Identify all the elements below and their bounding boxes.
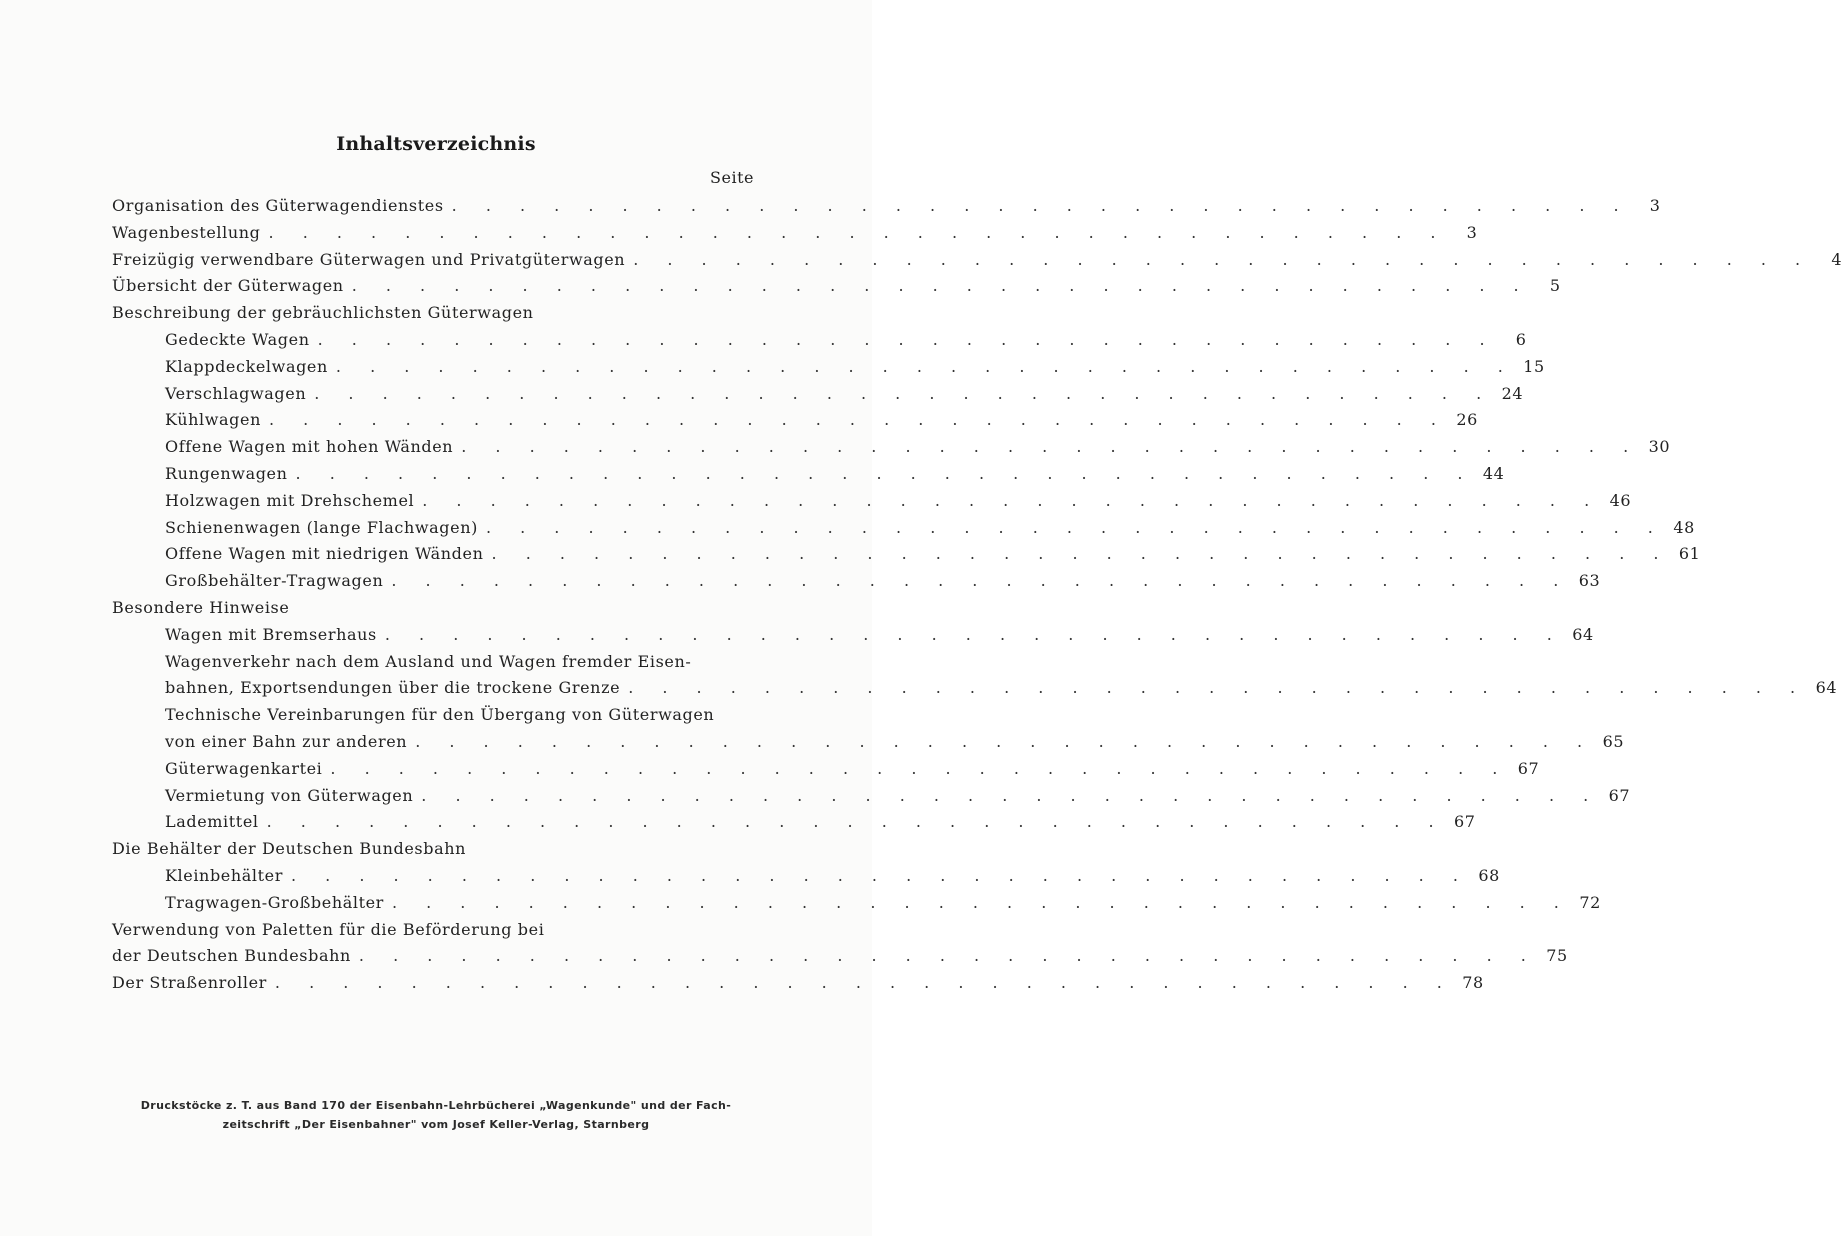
- toc-entry-page: 68: [1478, 865, 1500, 885]
- dot-leader: . . . . . . . . . . . . . . . . . . . . . . . . . . . . . . . . . . .: [628, 678, 1808, 698]
- toc-entry-label: Organisation des Güterwagendienstes: [112, 196, 444, 215]
- toc-subentry: [112, 354, 1545, 381]
- toc-entry-label: Rungenwagen: [165, 463, 288, 483]
- dot-leader: . . . . . . . . . . . . . . . . . . . . . . . . . . . . . . . . . . .: [274, 973, 1454, 993]
- toc-subentry: [112, 729, 1625, 756]
- toc-entry-label: Klappdeckelwagen: [165, 356, 328, 376]
- dot-leader: . . . . . . . . . . . . . . . . . . . . . . . . . . . . . . . . . . .: [384, 624, 1564, 644]
- toc-entry-label: Offene Wagen mit niedrigen Wänden: [165, 544, 484, 564]
- dot-leader: . . . . . . . . . . . . . . . . . . . . . . . . . . . . . . . . . . .: [314, 383, 1494, 403]
- page-column-header: Seite: [710, 168, 754, 187]
- table-of-contents: [112, 193, 1842, 997]
- toc-entry-page: 63: [1578, 571, 1601, 591]
- toc-entry-label: Kühlwagen: [165, 410, 261, 430]
- dot-leader: . . . . . . . . . . . . . . . . . . . . . . . . . . . . . . . . . . .: [268, 222, 1448, 242]
- toc-entry-page: 64: [1572, 624, 1594, 644]
- toc-entry-page: 3: [1466, 222, 1478, 242]
- toc-subentry: [112, 675, 1838, 702]
- toc-entry-page: 72: [1579, 892, 1601, 912]
- dot-leader: . . . . . . . . . . . . . . . . . . . . . . . . . . . . . . . . . . .: [461, 437, 1641, 457]
- footer-line: Druckstöcke z. T. aus Band 170 der Eisenbahn-Lehrbücherei „Wagenkunde" und der Fach-: [140, 1099, 732, 1112]
- toc-entry-page: 64: [1815, 678, 1838, 698]
- toc-entry-label: Wagen mit Bremserhaus: [165, 624, 377, 644]
- toc-subentry: [112, 541, 1701, 568]
- toc-subentry: [112, 622, 1594, 649]
- dot-leader: . . . . . . . . . . . . . . . . . . . . . . . . . . . . . . . . . . .: [266, 812, 1446, 832]
- toc-entry-page: 15: [1523, 356, 1545, 376]
- toc-entry-page: 67: [1608, 785, 1631, 805]
- toc-entry: [112, 970, 1484, 997]
- toc-entry-page: 46: [1609, 490, 1632, 510]
- toc-entry-label: von einer Bahn zur anderen: [165, 731, 408, 751]
- toc-entry-label: Lademittel: [165, 812, 259, 832]
- toc-entry-label: Gedeckte Wagen: [165, 329, 310, 349]
- toc-subentry: [112, 381, 1524, 408]
- dot-leader: . . . . . . . . . . . . . . . . . . . . . . . . . . . . . . . . . . .: [391, 571, 1571, 591]
- toc-entry-label: der Deutschen Bundesbahn: [112, 946, 351, 966]
- toc-entry: [112, 220, 1478, 247]
- toc-entry-label: Freizügig verwendbare Güterwagen und Privatgüterwagen: [112, 249, 626, 269]
- toc-section-heading: Die Behälter der Deutschen Bundesbahn: [112, 839, 467, 859]
- toc-entry-page: 67: [1453, 812, 1476, 832]
- toc-entry-page: 30: [1648, 437, 1671, 457]
- toc-entry-label: Offene Wagen mit hohen Wänden: [165, 437, 454, 457]
- toc-entry-page: 3: [1649, 196, 1661, 215]
- toc-entry-page: 5: [1549, 276, 1561, 296]
- toc-subentry: [112, 783, 1631, 810]
- dot-leader: . . . . . . . . . . . . . . . . . . . . . . . . . . . . . . . . . . .: [335, 356, 1515, 376]
- toc-subentry: [112, 515, 1695, 542]
- toc-subentry: [112, 488, 1632, 515]
- toc-subentry: [112, 407, 1478, 434]
- toc-subentry-line: Technische Vereinbarungen für den Übergang von Güterwagen: [165, 705, 715, 725]
- toc-entry-label: Kleinbehälter: [165, 865, 283, 885]
- toc-entry: [112, 247, 1842, 274]
- toc-entry-page: 6: [1515, 329, 1527, 349]
- toc-subentry: [112, 890, 1601, 917]
- toc-entry: [112, 943, 1568, 970]
- toc-section-heading: Beschreibung der gebräuchlichsten Güterwagen: [112, 303, 534, 323]
- toc-subentry: [112, 756, 1540, 783]
- toc-entry-label: Der Straßenroller: [112, 973, 267, 993]
- toc-entry-label: Wagenbestellung: [112, 222, 261, 242]
- toc-entry-label: Vermietung von Güterwagen: [165, 785, 414, 805]
- toc-entry-page: 4: [1831, 249, 1842, 269]
- toc-entry-label: Schienenwagen (lange Flachwagen): [165, 517, 478, 537]
- dot-leader: . . . . . . . . . . . . . . . . . . . . . . . . . . . . . . . . . . .: [290, 865, 1470, 885]
- toc-subentry-line: Wagenverkehr nach dem Ausland und Wagen fremder Eisen-: [165, 651, 692, 671]
- dot-leader: . . . . . . . . . . . . . . . . . . . . . . . . . . . . . . . . . . .: [351, 276, 1531, 296]
- dot-leader: . . . . . . . . . . . . . . . . . . . . . . . . . . . . . . . . . . .: [330, 758, 1510, 778]
- toc-section-heading: Besondere Hinweise: [112, 597, 290, 617]
- toc-entry-page: 75: [1546, 946, 1568, 966]
- toc-subentry: [112, 863, 1500, 890]
- toc-entry: [112, 193, 1661, 220]
- dot-leader: . . . . . . . . . . . . . . . . . . . . . . . . . . . . . . . . . . .: [422, 490, 1602, 510]
- dot-leader: . . . . . . . . . . . . . . . . . . . . . . . . . . . . . . . . . . .: [268, 410, 1448, 430]
- dot-leader: . . . . . . . . . . . . . . . . . . . . . . . . . . . . . . . . . . .: [358, 946, 1538, 966]
- toc-entry-page: 24: [1501, 383, 1524, 403]
- footer-line: zeitschrift „Der Eisenbahner" vom Josef Keller-Verlag, Starnberg: [222, 1118, 650, 1131]
- toc-entry-label: Verschlagwagen: [165, 383, 307, 403]
- dot-leader: . . . . . . . . . . . . . . . . . . . . . . . . . . . . . . . . . . .: [451, 196, 1631, 215]
- dot-leader: . . . . . . . . . . . . . . . . . . . . . . . . . . . . . . . . . . .: [485, 517, 1665, 537]
- page-title: Inhaltsverzeichnis: [336, 133, 536, 155]
- toc-subentry: [112, 327, 1527, 354]
- toc-entry-line: Verwendung von Paletten für die Beförderung bei: [112, 919, 545, 939]
- dot-leader: . . . . . . . . . . . . . . . . . . . . . . . . . . . . . . . . . . .: [317, 329, 1497, 349]
- toc-entry-page: 67: [1517, 758, 1540, 778]
- dot-leader: . . . . . . . . . . . . . . . . . . . . . . . . . . . . . . . . . . .: [415, 731, 1595, 751]
- toc-entry-page: 44: [1482, 463, 1505, 483]
- dot-leader: . . . . . . . . . . . . . . . . . . . . . . . . . . . . . . . . . . .: [391, 892, 1571, 912]
- toc-entry-label: Güterwagenkartei: [165, 758, 323, 778]
- footer-credits: [0, 1096, 872, 1134]
- toc-entry-page: 65: [1602, 731, 1625, 751]
- toc-entry-label: Übersicht der Güterwagen: [112, 276, 344, 296]
- toc-subentry: [112, 434, 1671, 461]
- dot-leader: . . . . . . . . . . . . . . . . . . . . . . . . . . . . . . . . . . .: [491, 544, 1671, 564]
- toc-entry-page: 48: [1673, 517, 1695, 537]
- toc-entry-page: 61: [1678, 544, 1701, 564]
- toc-subentry: [112, 568, 1601, 595]
- dot-leader: . . . . . . . . . . . . . . . . . . . . . . . . . . . . . . . . . . .: [295, 463, 1475, 483]
- toc-entry: [112, 273, 1561, 300]
- toc-entry-page: 26: [1456, 410, 1478, 430]
- toc-entry-label: bahnen, Exportsendungen über die trockene Grenze: [165, 678, 621, 698]
- toc-entry-label: Tragwagen-Großbehälter: [165, 892, 384, 912]
- dot-leader: . . . . . . . . . . . . . . . . . . . . . . . . . . . . . . . . . . .: [633, 249, 1813, 269]
- toc-subentry: [112, 461, 1505, 488]
- toc-entry-label: Großbehälter-Tragwagen: [165, 571, 384, 591]
- toc-entry-page: 78: [1462, 973, 1484, 993]
- dot-leader: . . . . . . . . . . . . . . . . . . . . . . . . . . . . . . . . . . .: [421, 785, 1601, 805]
- toc-subentry: [112, 809, 1476, 836]
- toc-entry-label: Holzwagen mit Drehschemel: [165, 490, 415, 510]
